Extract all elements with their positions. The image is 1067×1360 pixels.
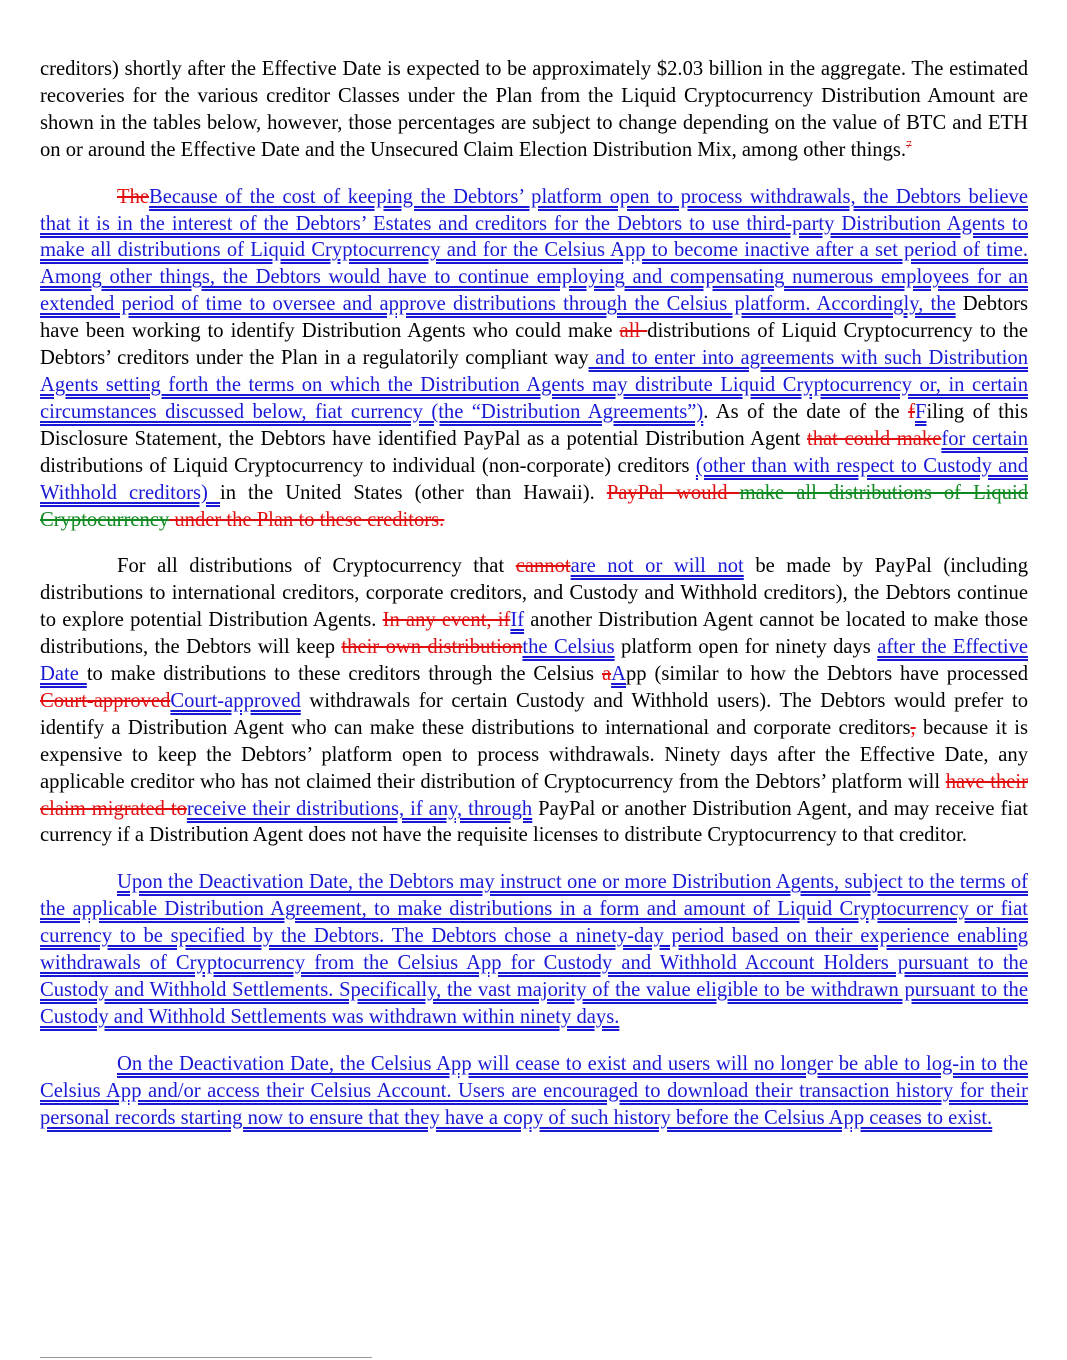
inserted-text: for certain <box>941 427 1028 450</box>
footnote-separator <box>40 1357 372 1358</box>
paragraph-text: creditors) shortly after the Effective Date is expected to be approximately $2.03 billion in the aggregate. The estimated recoveries for the various creditor Classes under the Plan from the Liquid Cryptocurrency Distribution Amount are shown in the tables below, however, those percentages are subject to change depending on the value of BTC and ETH on or around the Effective Date and the Unsecured Claim Election Distribution Mix, among other things. <box>40 58 1028 161</box>
paragraph-text: withdrawals for certain Custody and Withhold users). The Debtors would prefer to identify a Distribution Agent who can make these distributions to international and corporate creditors <box>40 689 1028 739</box>
paragraph-deactivation-date <box>40 869 1028 1030</box>
inserted-text: receive their distributions, if any, through <box>186 797 533 820</box>
paragraph-text: pp (similar to how the Debtors have processed <box>625 663 1029 686</box>
paragraph-text: distributions of Liquid Cryptocurrency to the Debtors’ creditors under the Plan in a regulatorily compliant way <box>40 320 1029 370</box>
deleted-text: their own distribution <box>341 636 523 659</box>
deleted-text: under the Plan to these creditors. <box>169 508 445 531</box>
paragraph-text: to make distributions to these creditors through the Celsius <box>86 663 602 686</box>
paragraph-text: in the United States (other than Hawaii). <box>219 481 607 504</box>
moved-text: make all distributions of Liquid Cryptocurrency <box>40 481 1028 531</box>
paragraph-text: another Distribution Agent cannot be located to make those distributions, the Debtors will keep <box>40 609 1028 659</box>
deleted-text: cannot <box>515 555 571 578</box>
paragraph-cryptocurrency-distributions <box>40 553 1028 849</box>
paragraph-text: platform open for ninety days <box>614 636 878 659</box>
paragraph-text: because it is expensive to keep the Debtors’ platform open to process withdrawals. Ninety days after the Effective Date, any applicable creditor who has not claimed their distribution of Cryptocurrency from the Debtors’ platform will <box>40 716 1028 793</box>
paragraph-text: Debtors have been working to identify Distribution Agents who could make <box>40 293 1028 343</box>
inserted-text: (other than with respect to Custody and Withhold creditors) <box>40 454 1028 504</box>
deleted-text: PayPal would <box>606 481 740 504</box>
inserted-text: and to enter into agreements with such Distribution Agents setting forth the terms on which the Distribution Agents may distribute Liquid Cryptocurrency or, in certain circumstances discussed below, fiat currency (the “Distribution Agreements”) <box>40 347 1028 423</box>
paragraph-text: PayPal or another Distribution Agent, and may receive fiat currency if a Distribution Agent does not have the requisite licenses to distribute Cryptocurrency to that creditor. <box>40 797 1028 847</box>
deleted-text: Court-approved <box>40 689 171 712</box>
deleted-text: The <box>117 185 150 208</box>
inserted-text: are not or will not <box>570 555 744 578</box>
deleted-text: have their claim migrated to <box>40 770 1028 820</box>
paragraph-text: . As of the date of the <box>703 400 909 423</box>
paragraph-recoveries <box>40 56 1028 164</box>
inserted-text: If <box>510 609 525 632</box>
paragraph-text: be made by PayPal (including distributions to international creditors, corporate creditors, and Custody and Withhold creditors), the Debtors continue to explore potential Distribution Agents. <box>40 555 1028 632</box>
inserted-text: Court-approved <box>170 689 301 712</box>
paragraph-distribution-agents <box>40 184 1028 534</box>
inserted-text: Because of the cost of keeping the Debtors’ platform open to process withdrawals, the Debtors believe that it is in the interest of the Debtors’ Estates and creditors for the Debtors to use third-party Distribution Agents to make all distributions of Liquid Cryptocurrency and for the Celsius App to become inactive after a set period of time. Among other things, the Debtors would have to continue employing and compensating numerous employees for an extended period of time to oversee and approve distributions through the Celsius platform. Accordingly, the <box>40 185 1028 316</box>
deleted-text: , <box>910 716 916 739</box>
paragraph-text: distributions of Liquid Cryptocurrency to individual (non-corporate) creditors <box>40 454 696 477</box>
document-page <box>40 56 1028 1152</box>
footnote-marker: 7 <box>906 138 912 151</box>
deleted-text: all <box>619 320 648 343</box>
inserted-text: A <box>611 663 626 686</box>
paragraph-text: iling of this Disclosure Statement, the Debtors have identified PayPal as a potential Distribution Agent <box>40 400 1028 450</box>
paragraph-celsius-app-cease <box>40 1051 1028 1132</box>
deleted-text: In any event, if <box>382 609 511 632</box>
inserted-text: On the Deactivation Date, the Celsius App will cease to exist and users will no longer be able to log-in to the Celsius App and/or access their Celsius Account. Users are encouraged to download their transaction history for their personal records starting now to ensure that they have a copy of such history before the Celsius App ceases to exist. <box>40 1052 1028 1129</box>
inserted-text: after the Effective Date <box>40 636 1029 686</box>
deleted-text: f <box>908 400 915 423</box>
inserted-text: Upon the Deactivation Date, the Debtors may instruct one or more Distribution Agents, subject to the terms of the applicable Distribution Agreement, to make distributions in a form and amount of Liquid Cryptocurrency or fiat currency to be specified by the Debtors. The Debtors chose a ninety-day period based on their experience enabling withdrawals of Cryptocurrency from the Celsius App for Custody and Withhold Account Holders pursuant to the Custody and Withhold Settlements. Specifically, the vast majority of the value eligible to be withdrawn pursuant to the Custody and Withhold Settlements was withdrawn within ninety days. <box>40 871 1028 1028</box>
inserted-text: the Celsius <box>522 636 615 659</box>
deleted-text: that could make <box>806 427 942 450</box>
paragraph-text: For all distributions of Cryptocurrency that <box>117 555 516 578</box>
deleted-text: a <box>601 663 612 686</box>
inserted-text: F <box>915 400 927 423</box>
